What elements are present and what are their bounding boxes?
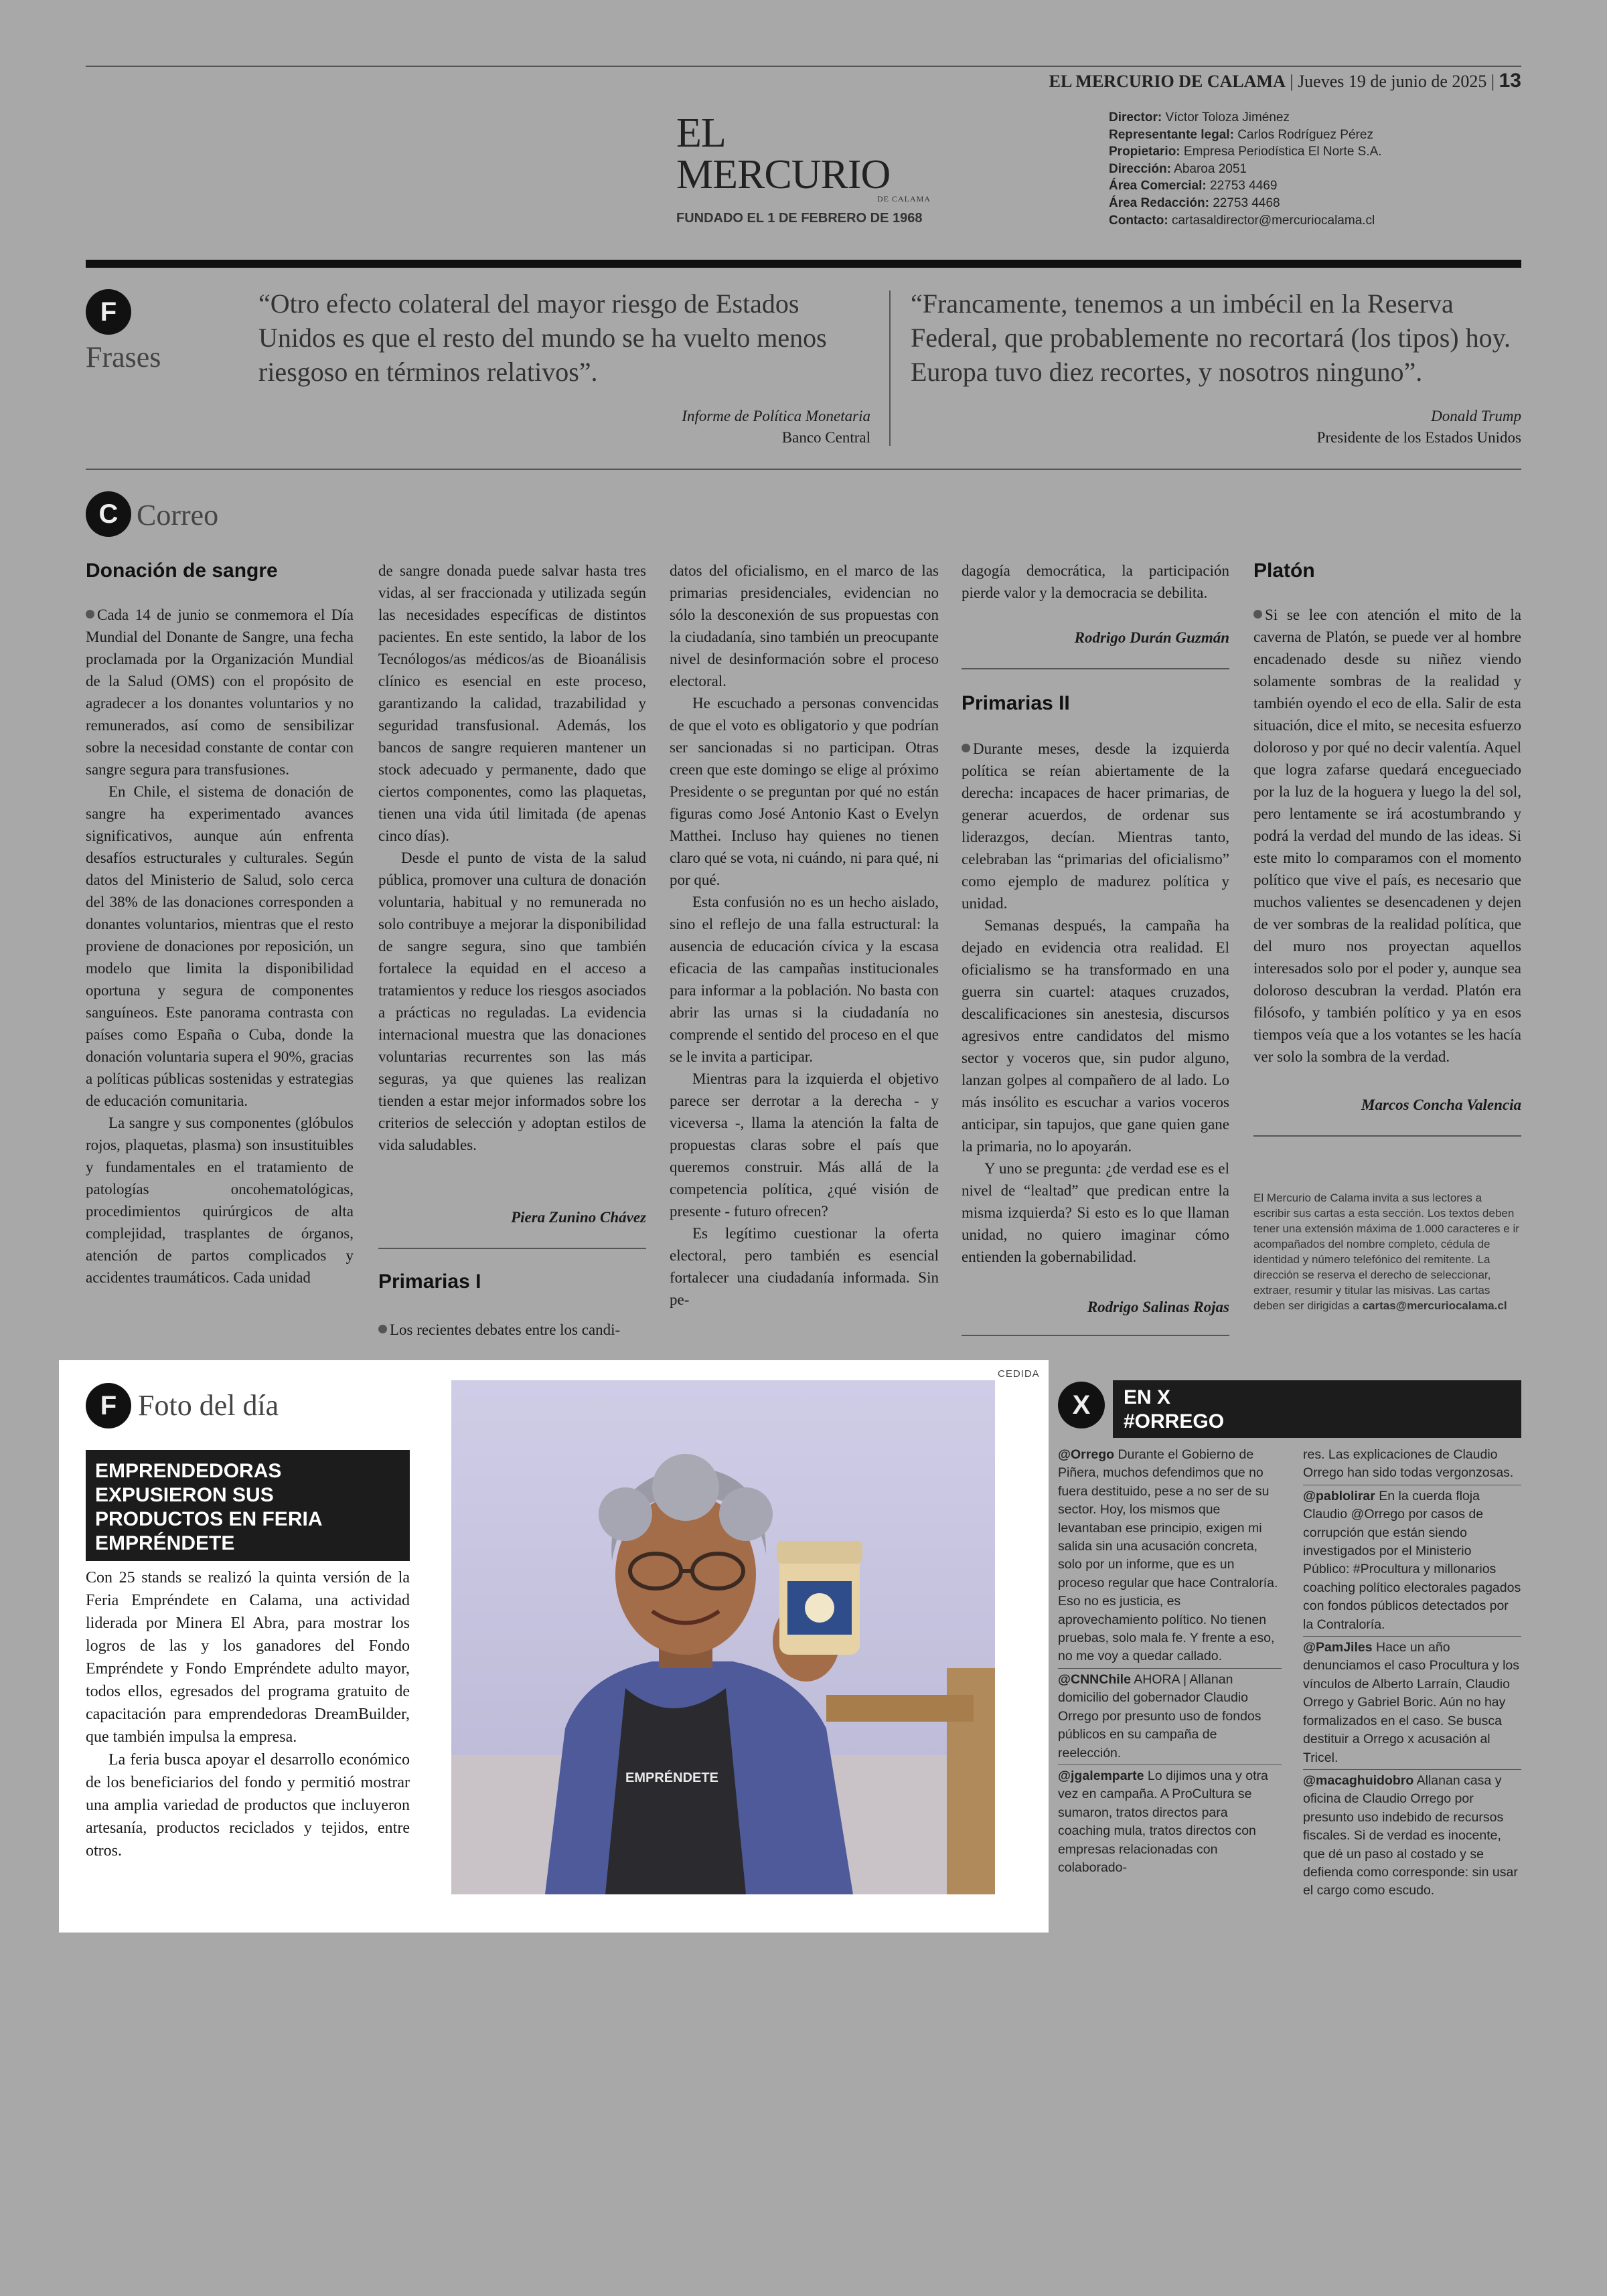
- x-badge: X: [1058, 1382, 1105, 1428]
- letter-donacion-col1: Cada 14 de junio se conmemora el Día Mundial del Donante de Sangre, una fecha proclamada por la Organización Mundial de la Salud (OMS) con el propósito de agradecer a los donantes voluntarios y no remunerados, así como de sensibilizar sobre la necesidad constante de contar con sangre segura para transfusiones. En Chile, el sistema de donación de sangre ha experimentado avances significativos, aunque aún enfrenta desafíos estructurales y culturales. Según datos del Ministerio de Salud, solo cerca del 38% de las donaciones corresponden a donantes voluntarios, mientras que el resto proviene de donaciones por reposición, un modelo que limita la disponibilidad oportuna y segura de componentes sanguíneos. Este panorama contrasta con países como España o Cuba, donde la donación voluntaria supera el 90%, gracias a políticas públicas sostenidas y estrategias de educación comunitaria. La sangre y sus componentes (glóbulos rojos, plaquetas, plasma) son insustituibles y fundamentales en el tratamiento de patologías oncohematológicas, procedimientos quirúrgicos de alta complejidad, trasplantes de órganos, atención de partos complicados y accidentes traumáticos. Cada unidad: [86, 606, 354, 1286]
- letter-signature: Rodrigo Durán Guzmán: [1074, 629, 1229, 646]
- staff-line: Área Comercial: 22753 4469: [1109, 179, 1278, 193]
- tweet: @pablolirar En la cuerda floja Claudio @Orrego por casos de corrupción que están siendo investigados por el Ministerio Público: #Procultura y millonarios coaching político electorales pagados con fondos públicos detectados por la Contraloría.: [1303, 1487, 1521, 1637]
- letters-policy-note: El Mercurio de Calama invita a sus lectores a escribir sus cartas a esta sección. Los textos deben tener una extensión máxima de 1.000 caracteres e ir acompañados del nombre completo, cédula de identidad y número telefónico del remitente. La dirección se reserva el derecho de seleccionar, extraer, resumir y titular las misivas. Las cartas deben ser dirigidas a cartas@mercuriocalama.cl: [1253, 1192, 1519, 1312]
- x-header: [1113, 1380, 1521, 1438]
- letter-platon: Si se lee con atención el mito de la caverna de Platón, se puede ver al hombre encadenado desde su niñez viendo solamente sombras de la realidad y también oyendo el eco de ella. Salir de esta situación, dice el mito, se necesita esfuerzo doloroso y por qué no decir valentía. Aquel que logra zafarse quedará encegueciado por la luz de la hoguera y luego la del sol, pero lentamente se irá acostumbrando y podrá la verdad del mundo de las ideas. Si este mito lo comparamos con el momento político que vive el país, es necesario que muchos valientes se desencadenen y dejen de ver sombras de la realidad política, que del muro nos proyectan aquellos interesados solo por el poder y, aunque sea doloroso descubran la verdad. Platón era filósofo, y también político y ya en esos tiempos veía que a los votantes se les hacía ver solo la sombra de la verdad.: [1253, 606, 1521, 1065]
- page-number: 13: [1499, 70, 1521, 92]
- quote-1-source: Informe de Política Monetaria Banco Central: [682, 408, 870, 446]
- photo-illustration: [451, 1380, 995, 1894]
- staff-line: Contacto: cartasaldirector@mercuriocalama.cl: [1109, 213, 1375, 228]
- letter-heading: Primarias I: [378, 1270, 481, 1293]
- tweet: @CNNChile AHORA | Allanan domicilio del gobernador Claudio Orrego por presunto uso de fondos públicos en su campaña de reelección.: [1058, 1671, 1282, 1765]
- quote-2-source: Donald Trump Presidente de los Estados Unidos: [1316, 408, 1521, 446]
- quote-1: “Otro efecto colateral del mayor riesgo de Estados Unidos es que el resto del mundo se ha vuelto menos riesgoso en términos relativos”.: [258, 289, 827, 387]
- tweet-user[interactable]: @jgalemparte: [1058, 1768, 1144, 1783]
- letter-signature: Piera Zunino Chávez: [511, 1209, 646, 1226]
- frases-title: Frases: [86, 341, 161, 374]
- folio: EL MERCURIO DE CALAMA | Jueves 19 de junio de 2025 | 13: [1049, 70, 1521, 92]
- correo-title: Correo: [137, 499, 219, 531]
- staff-box: [1109, 109, 1382, 229]
- tweet: @Orrego Durante el Gobierno de Piñera, muchos defendimos que no fuera destituido, pese a no ser de su sector. Hoy, los mismos que levantaban ese principio, exigen mi salida sin una acusación concreta, solo por un informe, que es un proceso regular que hace Contraloría. Eso no es justicia, es aprovechamiento político. No tienen pruebas, solo mala fe. Y frente a eso, no me voy a quedar callado.: [1058, 1446, 1282, 1669]
- tweet-user[interactable]: @pablolirar: [1303, 1488, 1375, 1503]
- letters-email: cartas@mercuriocalama.cl: [1362, 1299, 1507, 1312]
- letter-primarias1-col3: datos del oficialismo, en el marco de las primarias presidenciales, evidencian no sólo la desconexión de sus propuestas con la ciudadanía, sino también un preocupante nivel de desinformación sobre el proceso electoral. He escuchado a personas convencidas de que el voto es obligatorio y que podrían ser sancionadas si no participan. Otras creen que este domingo se elige al próximo Presidente o se preguntan por qué no están figuras como José Antonio Kast o Evelyn Matthei. Incluso hay quienes no tienen claro qué se vota, ni cuándo, ni para qué, ni por qué. Esta confusión no es un hecho aislado, sino el reflejo de una falla estructural: la ausencia de educación cívica y la escasa eficacia de las campañas institucionales para informar a la población. No basta con abrir las urnas si la ciudadanía no comprende el sentido del proceso en el que se le invita a participar. Mientras para la izquierda el objetivo parece ser derrotar a la derecha - y viceversa -, llama la atención la falta de propuestas claras sobre el país que queremos construir. Más allá de la competencia política, ¿qué visión de presente - futuro ofrecen? Es legítimo cuestionar la oferta electoral, pero también es esencial fortalecer una ciudadanía informada. Sin pe-: [670, 562, 939, 1308]
- letter-signature: Rodrigo Salinas Rojas: [1087, 1299, 1229, 1315]
- masthead: [676, 112, 931, 226]
- letter-divider: [378, 1248, 646, 1249]
- tweet-user[interactable]: @CNNChile: [1058, 1671, 1131, 1687]
- letter-primarias1-start: Los recientes debates entre los candi-: [378, 1319, 646, 1341]
- foto-caption: Con 25 stands se realizó la quinta versión de la Feria Empréndete en Calama, una actividad liderada por Minera El Abra, para mostrar los logros de las y los ganadores del Fondo Empréndete y Fondo Empréndete adulto mayor, todos ellos, egresados del programa gratuito de capacitación para emprendedoras DreamBuilder, que también impulsa la empresa. La feria busca apoyar el desarrollo económico de los beneficiarios del fondo y permitió mostrar una amplia variedad de productos que incluyeron artesanía, productos reciclados y tejidos, entre otros.: [86, 1569, 410, 1860]
- tweet-user[interactable]: @macaghuidobro: [1303, 1773, 1414, 1788]
- letter-divider: [1253, 1135, 1521, 1137]
- letter-heading: Donación de sangre: [86, 560, 278, 582]
- x-tweets-right: [1303, 1446, 1521, 1904]
- top-rule: [86, 66, 1521, 67]
- folio-paper: EL MERCURIO DE CALAMA: [1049, 72, 1286, 91]
- tweet: res. Las explicaciones de Claudio Orrego han sido todas vergonzosas.: [1303, 1446, 1521, 1485]
- letter-signature: Marcos Concha Valencia: [1361, 1096, 1521, 1113]
- tweet: @PamJiles Hace un año denunciamos el caso Procultura y los vínculos de Alberto Larraín, Claudio Orrego y Gabriel Boric. Aún no hay formalizados en el caso. Se busca destituir a Orrego x acusación al Tricel.: [1303, 1639, 1521, 1770]
- letter-divider: [962, 1335, 1229, 1336]
- staff-line: Propietario: Empresa Periodística El Norte S.A.: [1109, 145, 1382, 159]
- tweet-user[interactable]: @Orrego: [1058, 1447, 1115, 1462]
- letter-donacion-col2: de sangre donada puede salvar hasta tres vidas, al ser fraccionada y utilizada según las necesidades específicas de distintos pacientes. En este sentido, la labor de los Tecnólogos/as médicos/as de Bioanálisis clínico es esencial en este proceso, garantizando la calidad, trazabilidad y seguridad transfusional. Además, los bancos de sangre requieren mantener un stock adecuado y permanente, dado que ciertos componentes, como las plaquetas, tienen una vida útil limitada (de apenas cinco días). Desde el punto de vista de la salud pública, promover una cultura de donación voluntaria, habitual y no remunerada no solo contribuye a mejorar la disponibilidad de sangre segura, sino que también fortalece la equidad en el acceso a tratamientos y reduce los riesgos asociados a prácticas no reguladas. La evidencia internacional muestra que las donaciones voluntarias recurrentes son las más seguras, ya que quienes las realizan tienden a estar mejor informados sobre los criterios de selección y adoptan estilos de vida saludables.: [378, 562, 646, 1153]
- x-header-line1: EN X: [1124, 1386, 1171, 1408]
- staff-line: Área Redacción: 22753 4468: [1109, 195, 1280, 210]
- tweet: @macaghuidobro Allanan casa y oficina de Claudio Orrego por presunto uso indebido de recursos fiscales. Si de verdad es inocente, que dé un paso al costado y se defienda como corresponde: sin usar el cargo como escudo.: [1303, 1773, 1518, 1898]
- letter-divider: [962, 668, 1229, 669]
- founded-line: FUNDADO EL 1 DE FEBRERO DE 1968: [676, 211, 923, 226]
- logo-subtitle: DE CALAMA: [877, 194, 931, 203]
- quote-divider: [889, 291, 891, 446]
- correo-badge: C: [86, 491, 131, 537]
- frases-badge: F: [86, 289, 131, 335]
- frases-bottom-rule: [86, 469, 1521, 470]
- foto-title: Foto del día: [138, 1389, 279, 1422]
- staff-line: Representante legal: Carlos Rodríguez Pérez: [1109, 127, 1373, 142]
- photo-entrepreneur: [451, 1380, 995, 1894]
- letter-heading: Platón: [1253, 560, 1315, 582]
- newspaper-logo: EL MERCURIO: [676, 110, 891, 197]
- letter-primarias1-end: dagogía democrática, la participación pierde valor y la democracia se debilita.: [962, 562, 1229, 601]
- photo-credit: CEDIDA: [998, 1368, 1040, 1380]
- x-header-hashtag: #ORREGO: [1124, 1410, 1225, 1432]
- tweet: @jgalemparte Lo dijimos una y otra vez en campaña. A ProCultura se sumaron, tratos directos para coaching mula, tratos directos con empresas relacionadas con colaborado-: [1058, 1768, 1268, 1875]
- apron-logo-text: EMPRÉNDETE: [625, 1771, 718, 1785]
- tweet-user[interactable]: @PamJiles: [1303, 1640, 1373, 1655]
- staff-line: Director: Víctor Toloza Jiménez: [1109, 110, 1290, 125]
- letter-primarias2: Durante meses, desde la izquierda política se reían abiertamente de la derecha: incapaces de hacer primarias, de generar acuerdos, de ordenar sus liderazgos, decían. Mientras tanto, celebraban las “primarias del oficialismo” como ejemplo de madurez política y unidad. Semanas después, la campaña ha dejado en evidencia otra realidad. El oficialismo se ha transformado en una guerra sin cuartel: ataques cruzados, descalificaciones sin anestesia, discursos agresivos entre candidatos del mismo sector y voceros que, sin pudor alguno, lanzan golpes al compañero de al lado. Lo más insólito es escuchar a varios voceros anticipar, sin tapujos, que gane quien gane la primaria, no lo apoyarán. Y uno se pregunta: ¿de verdad ese es el nivel de “lealtad” que predican entre la misma izquierda? Si esto es lo que llaman unidad, no quiero imaginar cómo entienden la gobernabilidad.: [962, 740, 1229, 1265]
- folio-date: Jueves 19 de junio de 2025: [1298, 72, 1487, 91]
- quote-2: “Francamente, tenemos a un imbécil en la Reserva Federal, que probablemente no recortará (los tipos) hoy. Europa tuvo diez recortes, y nosotros ninguno”.: [911, 289, 1511, 387]
- x-tweets-left: [1058, 1446, 1282, 1881]
- staff-line: Dirección: Abaroa 2051: [1109, 161, 1247, 176]
- foto-badge: F: [86, 1383, 131, 1428]
- foto-headline: EMPRENDEDORAS EXPUSIERON SUS PRODUCTOS EN FERIA EMPRÉNDETE: [86, 1450, 410, 1561]
- letter-heading: Primarias II: [962, 692, 1070, 714]
- section-bar: [86, 260, 1521, 268]
